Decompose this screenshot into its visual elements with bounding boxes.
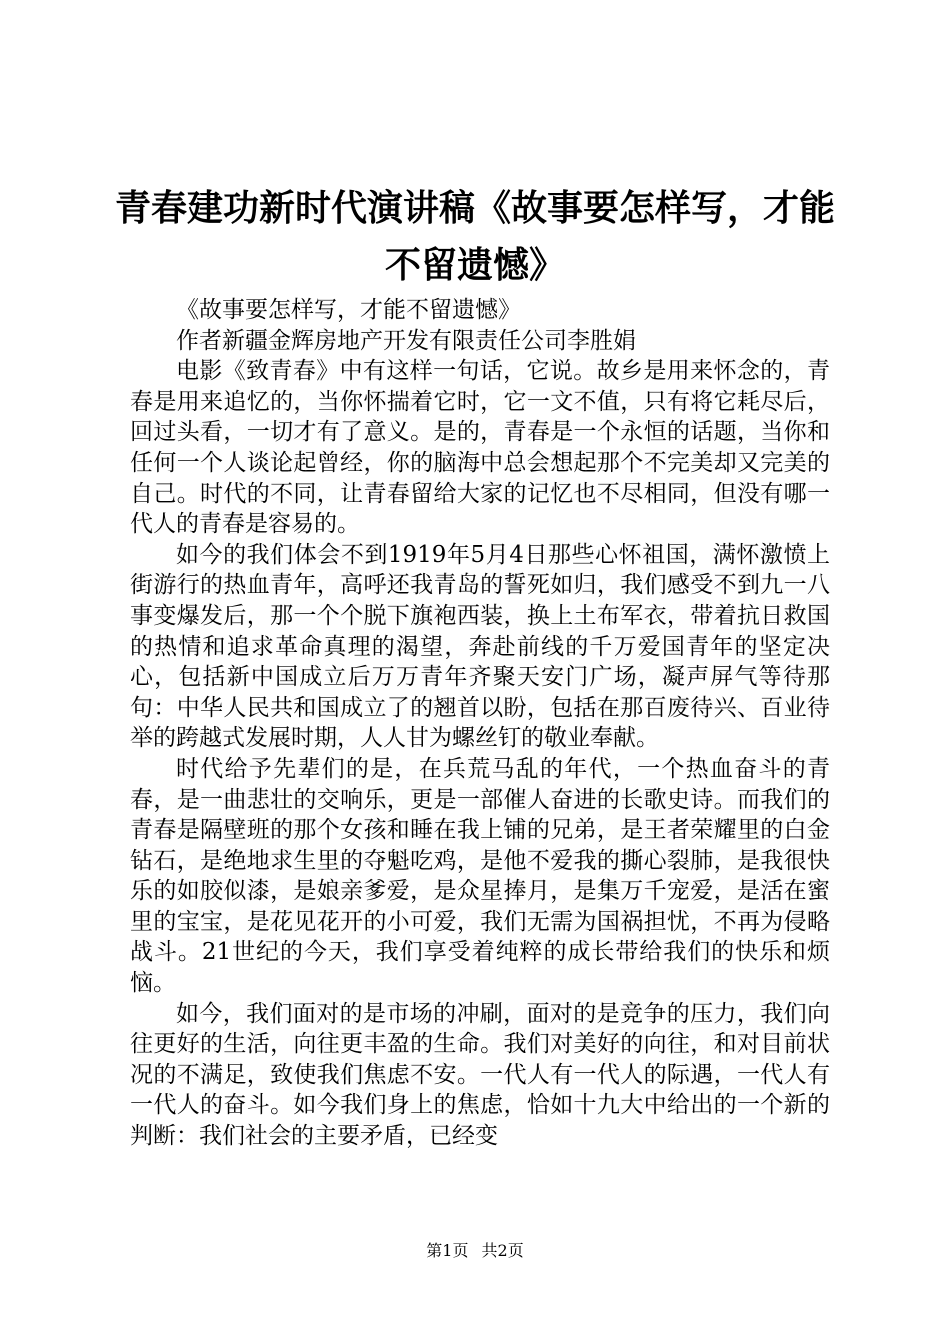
- paragraph: 电影《致青春》中有这样一句话，它说。故乡是用来怀念的，青春是用来追忆的，当你怀揣着它时，它一文不值，只有将它耗尽后，回过头看，一切才有了意义。是的，青春是一个永恒的话题，当你和任何一个人谈论起曾经，你的脑海中总会想起那个不完美却又完美的自己。时代的不同，让青春留给大家的记忆也不尽相同，但没有哪一代人的青春是容易的。: [130, 358, 830, 538]
- page-total: 共2页: [481, 1241, 524, 1260]
- document-subtitle: 《故事要怎样写，才能不留遗憾》: [176, 297, 521, 323]
- author-line: 作者新疆金辉房地产开发有限责任公司李胜娟: [176, 327, 636, 354]
- page-number: 第1页: [426, 1241, 469, 1260]
- page-footer: [0, 1241, 950, 1261]
- paragraph: 如今的我们体会不到1919年5月4日那些心怀祖国，满怀激愤上街游行的热血青年，高呼还我青岛的誓死如归，我们感受不到九一八事变爆发后，那一个个脱下旗袍西装，换上土布军衣，带着抗日救国的热情和追求革命真理的渴望，奔赴前线的千万爱国青年的坚定决心，包括新中国成立后万万青年齐聚天安门广场，凝声屏气等待那句：中华人民共和国成立了的翘首以盼，包括在那百废待兴、百业待举的跨越式发展时期，人人甘为螺丝钉的敬业奉献。: [130, 541, 830, 752]
- document-title: 青春建功新时代演讲稿《故事要怎样写，才能不留遗憾》: [114, 187, 835, 286]
- paragraph: 时代给予先辈们的是，在兵荒马乱的年代，一个热血奋斗的青春，是一曲悲壮的交响乐，更是一部催人奋进的长歌史诗。而我们的青春是隔壁班的那个女孩和睡在我上铺的兄弟，是王者荣耀里的白金钻石，是绝地求生里的夺魁吃鸡，是他不爱我的撕心裂肺，是我很快乐的如胶似漆，是娘亲爹爱，是众星捧月，是集万千宠爱，是活在蜜里的宝宝，是花见花开的小可爱，我们无需为国祸担忧，不再为侵略战斗。21世纪的今天，我们享受着纯粹的成长带给我们的快乐和烦恼。: [130, 755, 830, 997]
- paragraph: 如今，我们面对的是市场的冲刷，面对的是竞争的压力，我们向往更好的生活，向往更丰盈的生命。我们对美好的向往，和对目前状况的不满足，致使我们焦虑不安。一代人有一代人的际遇，一代人有一代人的奋斗。如今我们身上的焦虑，恰如十九大中给出的一个新的判断：我们社会的主要矛盾，已经变: [130, 1000, 830, 1150]
- document-body: [130, 295, 830, 1152]
